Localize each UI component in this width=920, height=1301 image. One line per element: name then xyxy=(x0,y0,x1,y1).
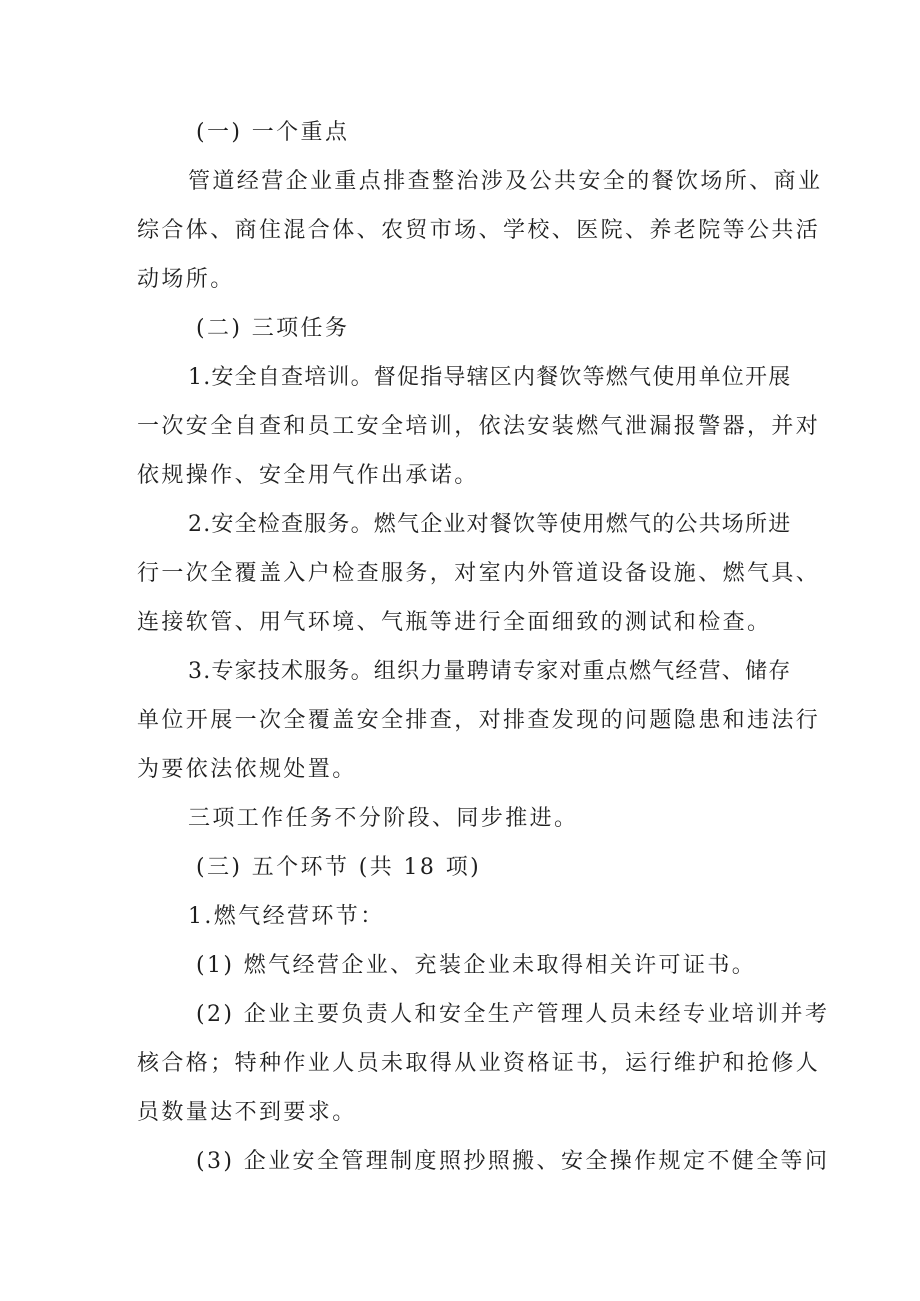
task-1-line-3: 依规操作、安全用气作出承诺。 xyxy=(137,463,479,488)
task-2-line-2: 行一次全覆盖入户检查服务，对室内外管道设备设施、燃气具、 xyxy=(137,561,821,586)
section-1-heading: (一) 一个重点 xyxy=(196,120,350,145)
item-1: (1) 燃气经营企业、充装企业未取得相关许可证书。 xyxy=(196,953,757,978)
section-3-heading: (三) 五个环节 (共 18 项) xyxy=(196,855,482,880)
section-2-heading: (二) 三项任务 xyxy=(196,316,350,341)
section-1-body-line-2: 综合体、商住混合体、农贸市场、学校、医院、养老院等公共活 xyxy=(137,218,821,243)
task-2-line-1: 2.安全检查服务。燃气企业对餐饮等使用燃气的公共场所进 xyxy=(188,512,792,537)
section-1-body-line-3: 动场所。 xyxy=(137,267,235,292)
item-2-line-3: 员数量达不到要求。 xyxy=(137,1100,357,1125)
section-1-body-line-1: 管道经营企业重点排查整治涉及公共安全的餐饮场所、商业 xyxy=(188,169,823,194)
item-3-line-1: (3) 企业安全管理制度照抄照搬、安全操作规定不健全等问 xyxy=(196,1149,830,1174)
stage-1-heading: 1.燃气经营环节： xyxy=(188,904,385,929)
item-2-line-1: (2) 企业主要负责人和安全生产管理人员未经专业培训并考 xyxy=(196,1002,830,1027)
task-3-line-3: 为要依法依规处置。 xyxy=(137,757,357,782)
task-3-line-1: 3.专家技术服务。组织力量聘请专家对重点燃气经营、储存 xyxy=(188,659,792,684)
tasks-note: 三项工作任务不分阶段、同步推进。 xyxy=(188,806,579,831)
item-2-line-2: 核合格；特种作业人员未取得从业资格证书，运行维护和抢修人 xyxy=(137,1051,821,1076)
task-2-line-3: 连接软管、用气环境、气瓶等进行全面细致的测试和检查。 xyxy=(137,610,772,635)
task-1-line-2: 一次安全自查和员工安全培训，依法安装燃气泄漏报警器，并对 xyxy=(137,414,821,439)
task-1-line-1: 1.安全自查培训。督促指导辖区内餐饮等燃气使用单位开展 xyxy=(188,365,792,390)
task-3-line-2: 单位开展一次全覆盖安全排查，对排查发现的问题隐患和违法行 xyxy=(137,708,821,733)
